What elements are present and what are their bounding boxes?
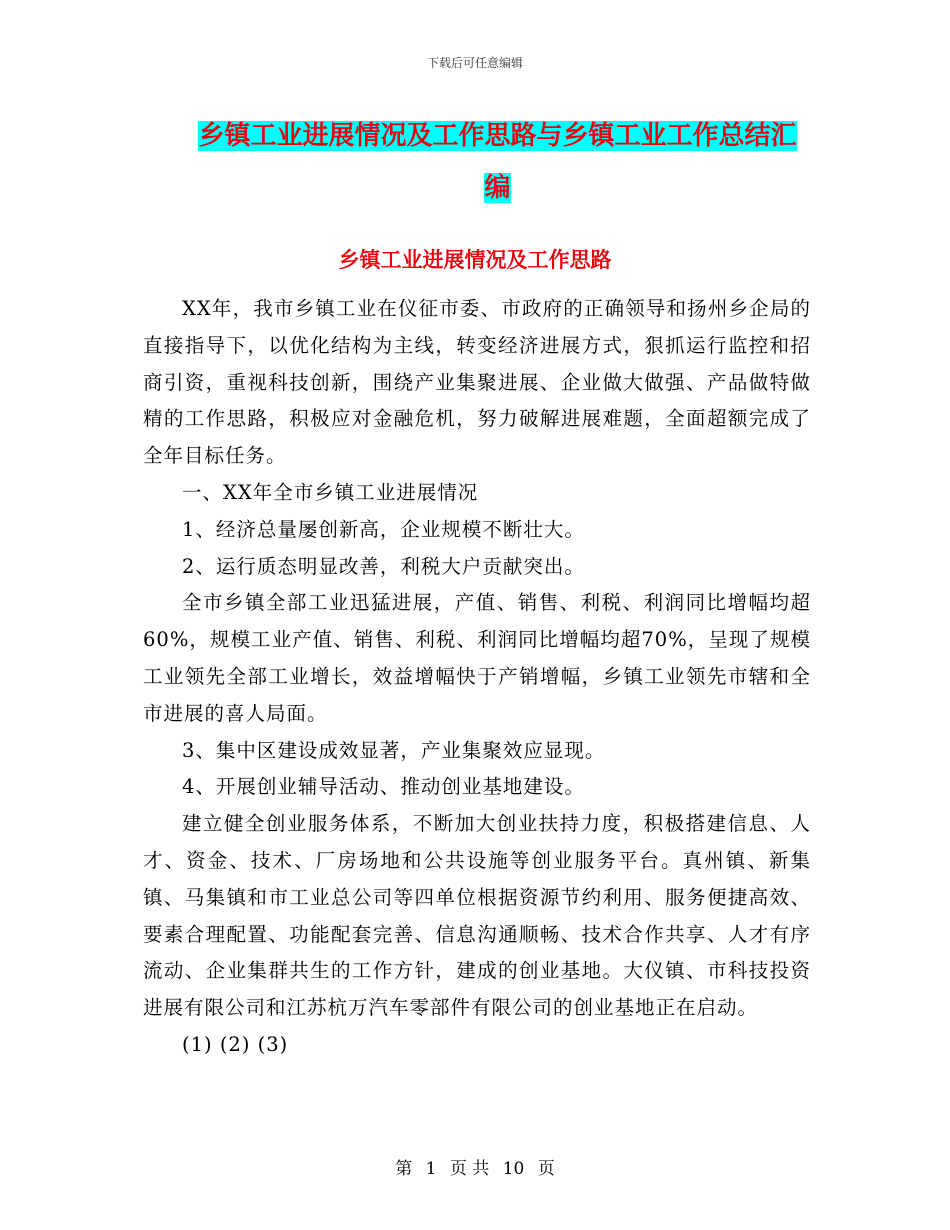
- paragraph: 3、集中区建设成效显著，产业集聚效应显现。: [182, 738, 606, 762]
- body-text: [143, 291, 811, 1064]
- footer-page-number: 1: [425, 1159, 437, 1179]
- paragraph: 一、XX年全市乡镇工业进展情况: [182, 480, 479, 504]
- paragraph: 4、开展创业辅导活动、推动创业基地建设。: [182, 775, 585, 799]
- main-title: [190, 110, 805, 214]
- main-title-line2: 编: [484, 173, 511, 203]
- section-title: 乡镇工业进展情况及工作思路: [338, 248, 612, 272]
- footer-total-pages: 10: [502, 1159, 525, 1179]
- footer-suffix: 页: [537, 1159, 555, 1179]
- header-note: 下载后可任意编辑: [426, 56, 523, 70]
- paragraph: 1、经济总量屡创新高，企业规模不断壮大。: [182, 517, 585, 541]
- paragraph: (1) (2) (3): [182, 1032, 289, 1056]
- footer-prefix: 第: [395, 1159, 413, 1179]
- main-title-line1: 乡镇工业进展情况及工作思路与乡镇工业工作总结汇: [198, 121, 797, 151]
- footer-mid: 页 共: [449, 1159, 490, 1179]
- paragraph: 全市乡镇全部工业迅猛进展，产值、销售、利税、利润同比增幅均超60%，规模工业产值、销售、利税、利润同比增幅均超70%，呈现了规模工业领先全部工业增长，效益增幅快于产销增幅，乡镇工业领先市辖和全市进展的喜人局面。: [143, 591, 811, 725]
- paragraph: XX年，我市乡镇工业在仪征市委、市政府的正确领导和扬州乡企局的直接指导下，以优化结构为主线，转变经济进展方式，狠抓运行监控和招商引资，重视科技创新，围绕产业集聚进展、企业做大做强、产品做特做精的工作思路，积极应对金融危机，努力破解进展难题，全面超额完成了全年目标任务。: [143, 297, 811, 468]
- page-footer: [0, 1154, 950, 1179]
- paragraph: 建立健全创业服务体系，不断加大创业扶持力度，积极搭建信息、人才、资金、技术、厂房场地和公共设施等创业服务平台。真州镇、新集镇、马集镇和市工业总公司等四单位根据资源节约利用、服务便捷高效、要素合理配置、功能配套完善、信息沟通顺畅、技术合作共享、人才有序流动、企业集群共生的工作方针，建成的创业基地。大仪镇、市科技投资进展有限公司和江苏杭万汽车零部件有限公司的创业基地正在启动。: [143, 812, 811, 1020]
- paragraph: 2、运行质态明显改善，利税大户贡献突出。: [182, 554, 585, 578]
